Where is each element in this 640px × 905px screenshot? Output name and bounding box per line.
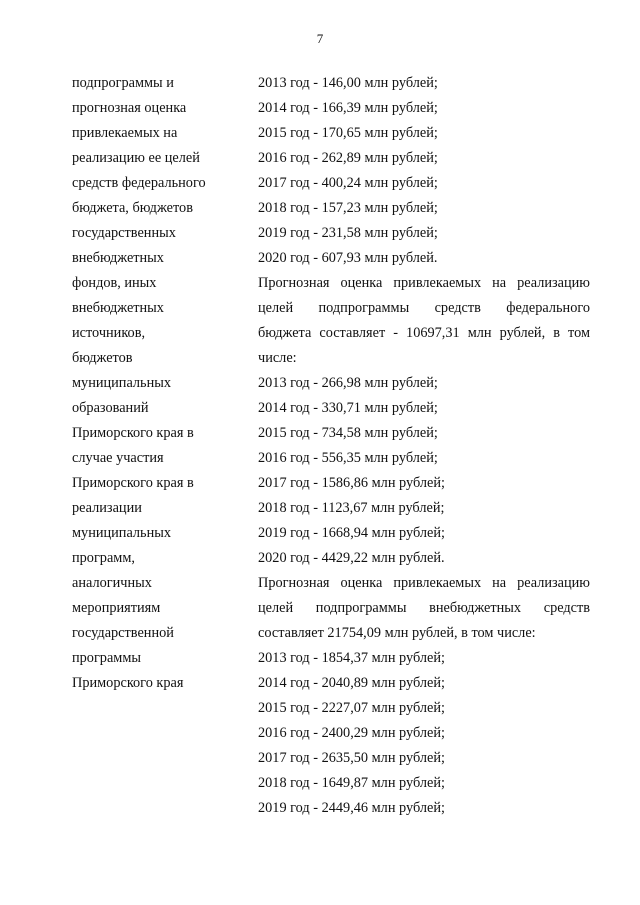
label-line: аналогичных [72, 575, 152, 591]
year-amount-line: 2019 год - 1668,94 млн рублей; [258, 525, 445, 541]
year-amount-line: 2015 год - 2227,07 млн рублей; [258, 700, 445, 716]
year-amount-line: 2018 год - 157,23 млн рублей; [258, 200, 438, 216]
label-line: Приморского края [72, 675, 184, 691]
paragraph-line: Прогнозная оценка привлекаемых на реализацию [258, 575, 590, 591]
extrabudgetary-paragraph [258, 571, 590, 646]
funding-by-year-block-2 [258, 371, 590, 571]
paragraph-line: Прогнозная оценка привлекаемых на реализацию [258, 275, 590, 291]
label-line: фондов, иных [72, 275, 157, 291]
label-line: Приморского края в [72, 425, 194, 441]
label-line: программы [72, 650, 142, 666]
label-line: бюджетов [72, 350, 133, 366]
label-line: реализацию ее целей [72, 150, 200, 166]
year-amount-line: 2016 год - 2400,29 млн рублей; [258, 725, 445, 741]
year-amount-line: 2013 год - 1854,37 млн рублей; [258, 650, 445, 666]
label-line: муниципальных [72, 375, 171, 391]
label-line: источников, [72, 325, 146, 341]
label-line: реализации [72, 500, 142, 516]
year-amount-line: 2014 год - 2040,89 млн рублей; [258, 675, 445, 691]
year-amount-line: 2017 год - 2635,50 млн рублей; [258, 750, 445, 766]
label-line: государственной [72, 625, 174, 641]
paragraph-line: целей подпрограммы внебюджетных средств [258, 600, 590, 616]
year-amount-line: 2019 год - 231,58 млн рублей; [258, 225, 438, 241]
label-line: внебюджетных [72, 300, 164, 316]
year-amount-line: 2014 год - 330,71 млн рублей; [258, 400, 438, 416]
label-line: внебюджетных [72, 250, 164, 266]
label-line: мероприятиям [72, 600, 161, 616]
paragraph-line: составляет 21754,09 млн рублей, в том числе: [258, 625, 536, 641]
year-amount-line: 2013 год - 266,98 млн рублей; [258, 375, 438, 391]
label-line: программ, [72, 550, 135, 566]
paragraph-line: числе: [258, 350, 297, 366]
funding-by-year-block-1 [258, 71, 590, 271]
year-amount-line: 2016 год - 556,35 млн рублей; [258, 450, 438, 466]
label-line: подпрограммы и [72, 75, 174, 91]
label-line: случае участия [72, 450, 164, 466]
year-amount-line: 2020 год - 4429,22 млн рублей. [258, 550, 445, 566]
federal-budget-paragraph [258, 271, 590, 371]
year-amount-line: 2020 год - 607,93 млн рублей. [258, 250, 438, 266]
year-amount-line: 2017 год - 1586,86 млн рублей; [258, 475, 445, 491]
paragraph-line: бюджета составляет - 10697,31 млн рублей, в том [258, 325, 590, 341]
label-line: средств федерального [72, 175, 206, 191]
year-amount-line: 2018 год - 1123,67 млн рублей; [258, 500, 445, 516]
funding-by-year-block-3 [258, 646, 590, 821]
label-line: бюджета, бюджетов [72, 200, 193, 216]
label-line: Приморского края в [72, 475, 194, 491]
left-column-label [72, 71, 237, 696]
label-line: прогнозная оценка [72, 100, 187, 116]
year-amount-line: 2015 год - 170,65 млн рублей; [258, 125, 438, 141]
label-line: государственных [72, 225, 176, 241]
right-column-content [258, 71, 590, 821]
year-amount-line: 2018 год - 1649,87 млн рублей; [258, 775, 445, 791]
paragraph-line: целей подпрограммы средств федерального [258, 300, 590, 316]
year-amount-line: 2015 год - 734,58 млн рублей; [258, 425, 438, 441]
year-amount-line: 2019 год - 2449,46 млн рублей; [258, 800, 445, 816]
year-amount-line: 2017 год - 400,24 млн рублей; [258, 175, 438, 191]
page-number: 7 [316, 31, 324, 46]
label-line: образований [72, 400, 149, 416]
label-line: муниципальных [72, 525, 171, 541]
year-amount-line: 2016 год - 262,89 млн рублей; [258, 150, 438, 166]
year-amount-line: 2013 год - 146,00 млн рублей; [258, 75, 438, 91]
label-line: привлекаемых на [72, 125, 178, 141]
year-amount-line: 2014 год - 166,39 млн рублей; [258, 100, 438, 116]
